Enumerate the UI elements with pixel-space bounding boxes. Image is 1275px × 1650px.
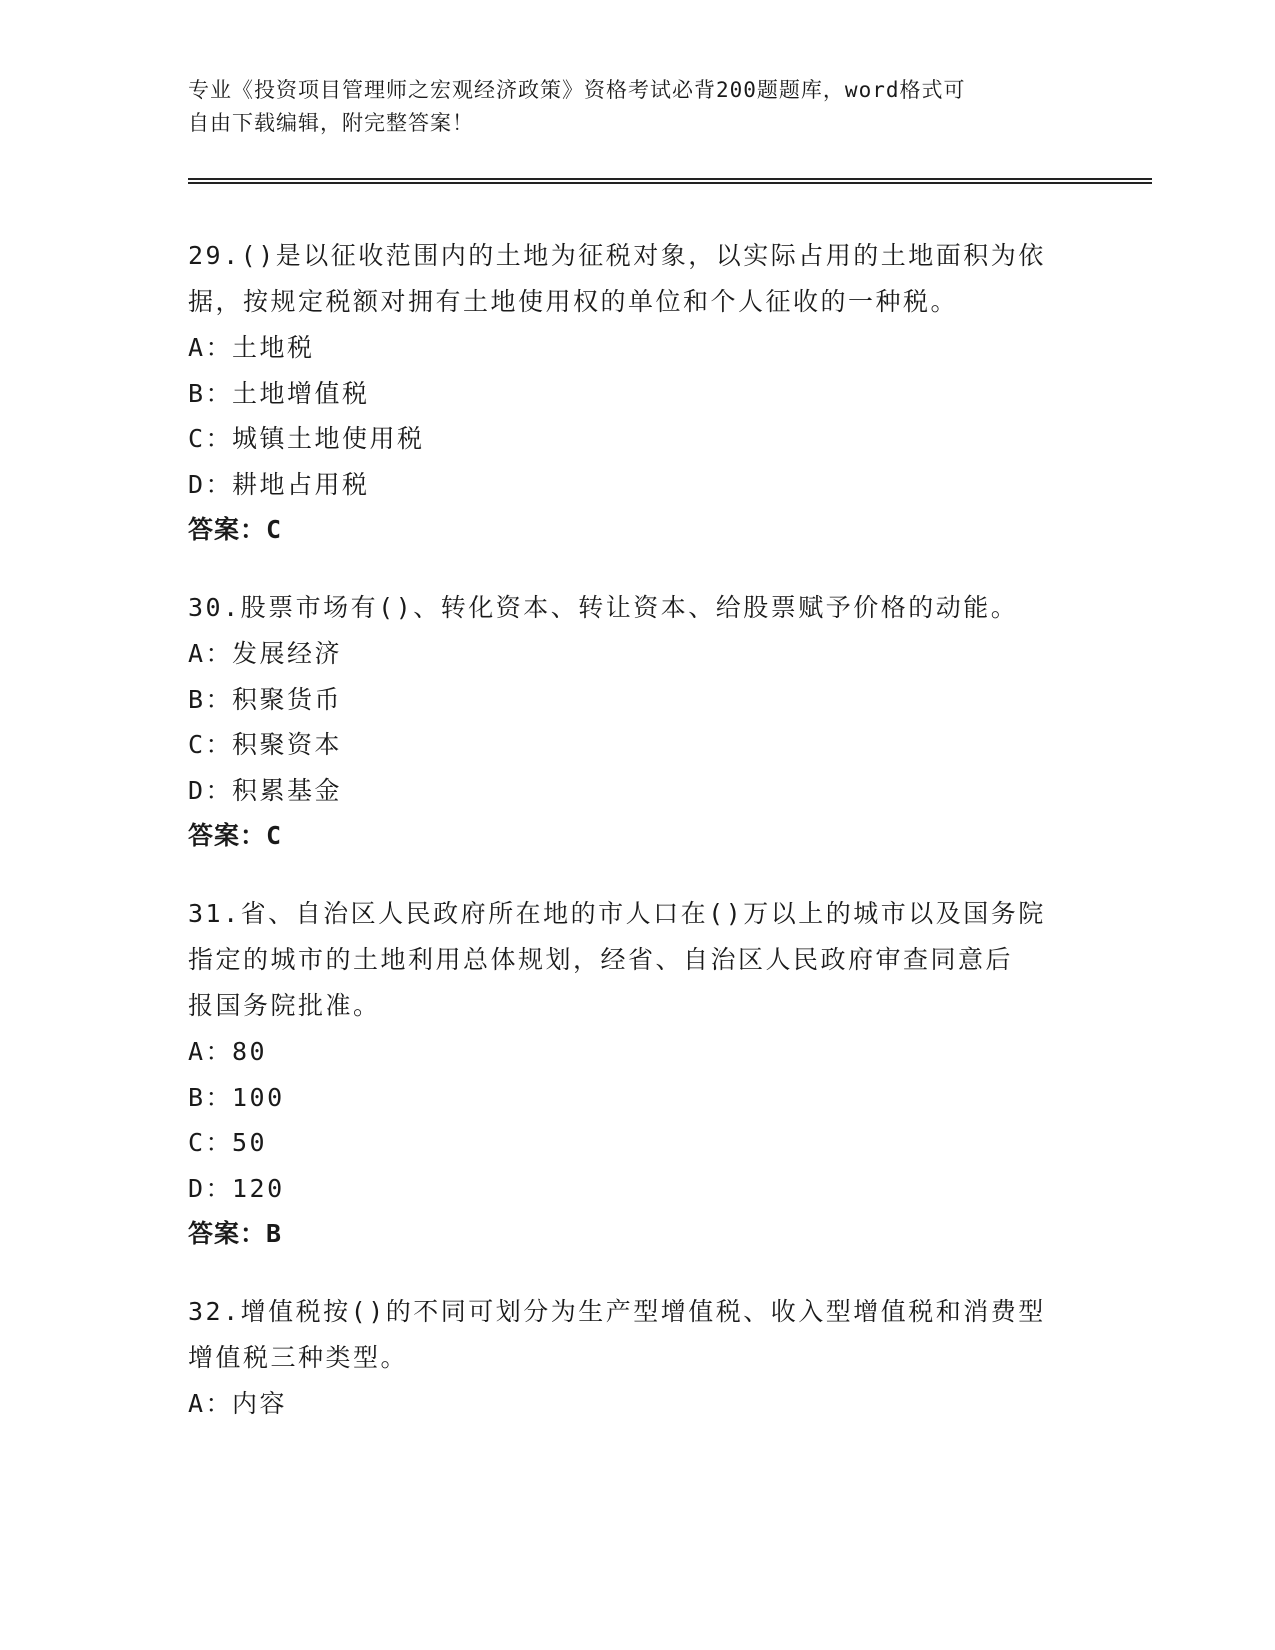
question-stem [188,1289,1088,1381]
option-text: 耕地占用税 [232,469,370,499]
option-key: A： [188,333,234,362]
answer-line: 答案：C [188,821,283,850]
option-text: 80 [232,1037,268,1066]
header-divider [188,178,1152,184]
option-text: 积聚货币 [232,684,343,714]
option-a [188,1029,1088,1075]
option-text: 城镇土地使用税 [232,424,425,453]
question-stem [188,233,1088,325]
document-header [188,74,1088,140]
stem-line: 据，按规定税额对拥有土地使用权的单位和个人征收的一种税。 [188,287,959,316]
option-c [188,722,1088,768]
stem-line: 指定的城市的土地利用总体规划，经省、自治区人民政府审查同意后 [188,945,1014,974]
option-d [188,768,1088,814]
option-text: 50 [232,1128,268,1157]
question-stem [188,891,1088,1029]
stem-line: 32.增值税按()的不同可划分为生产型增值税、收入型增值税和消费型 [188,1297,1046,1326]
option-key: C： [188,1128,234,1157]
option-text: 土地增值税 [232,378,370,408]
option-key: A： [188,639,234,668]
option-key: B： [188,378,234,408]
question-31 [188,891,1088,1257]
option-b [188,1075,1088,1121]
option-d [188,462,1088,508]
question-list [188,233,1088,1459]
option-key: D： [188,775,234,805]
answer-line: 答案：C [188,515,283,544]
question-stem [188,585,1088,631]
option-text: 积累基金 [232,775,343,805]
option-text: 120 [232,1173,285,1203]
option-key: C： [188,424,234,453]
option-key: D： [188,469,234,499]
question-32 [188,1289,1088,1427]
option-key: A： [188,1037,234,1066]
option-text: 土地税 [232,333,315,362]
option-a [188,631,1088,677]
option-text: 积聚资本 [232,730,343,759]
stem-line: 31.省、自治区人民政府所在地的市人口在()万以上的城市以及国务院 [188,899,1046,928]
stem-line: 30.股票市场有()、转化资本、转让资本、给股票赋予价格的动能。 [188,593,1019,622]
option-key: A： [188,1389,234,1418]
option-a [188,1381,1088,1427]
option-key: B： [188,684,234,714]
option-b [188,677,1088,723]
option-text: 100 [232,1082,285,1112]
header-line-2: 自由下载编辑，附完整答案！ [188,111,474,135]
option-key: D： [188,1173,234,1203]
header-line-1: 专业《投资项目管理师之宏观经济政策》资格考试必背200题题库，word格式可 [188,78,966,102]
option-key: B： [188,1082,234,1112]
option-a [188,325,1088,371]
option-text: 内容 [232,1389,288,1418]
option-key: C： [188,730,234,759]
stem-line: 增值税三种类型。 [188,1343,409,1372]
option-d [188,1166,1088,1212]
option-c [188,1120,1088,1166]
option-text: 发展经济 [232,639,343,668]
question-30 [188,585,1088,859]
stem-line: 报国务院批准。 [188,991,381,1020]
option-c [188,416,1088,462]
question-29 [188,233,1088,553]
answer-line: 答案：B [188,1219,283,1248]
stem-line: 29.()是以征收范围内的土地为征税对象，以实际占用的土地面积为依 [188,241,1046,270]
option-b [188,371,1088,417]
